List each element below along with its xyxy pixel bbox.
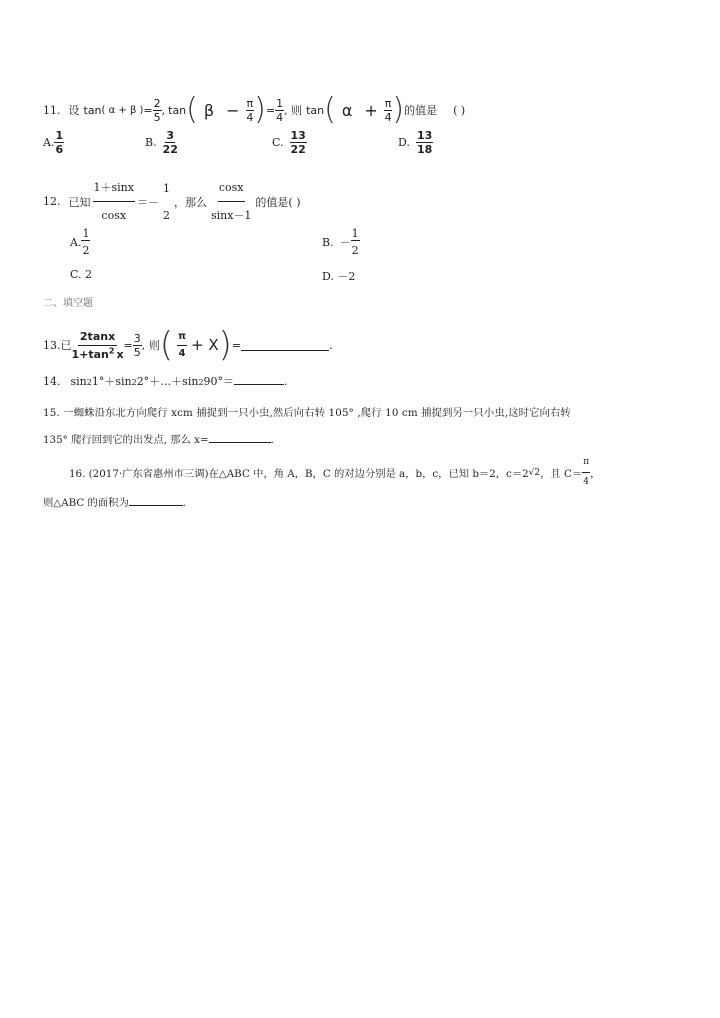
q11-pi-over-4-a — [246, 98, 255, 123]
question-13 — [43, 325, 333, 365]
q12-frac2-num: 1 — [162, 181, 170, 195]
q13-tail-eq: = — [231, 338, 242, 352]
q16-comma: ， — [590, 468, 601, 480]
q12-option-a-num: 1 — [82, 227, 90, 240]
question-15-line-1 — [43, 404, 571, 419]
q11-pi-over-4-b — [384, 98, 393, 123]
q16-sqrt: √2 — [528, 467, 541, 478]
q13-den-tail: x — [116, 347, 124, 361]
question-16-line-2 — [43, 494, 186, 509]
q13-then: , 则 — [141, 339, 160, 352]
q11-option-c-label: C. — [272, 136, 284, 149]
q11-beta: β — [203, 100, 215, 120]
q13-frac-num: 2tanx — [78, 331, 117, 346]
q11-option-d-num: 13 — [416, 129, 433, 142]
q16-frac-den: 4 — [583, 477, 590, 487]
q11-pi-den: 4 — [246, 110, 254, 124]
q13-answer-blank[interactable] — [241, 340, 329, 351]
q15-line-1-text: 15. 一蜘蛛沿东北方向爬行 xcm 捕捉到一只小虫,然后向右转 105° ,爬行 10 cm 捕捉到另一只小虫,这时它向右转 — [43, 407, 571, 419]
section-title — [43, 294, 93, 309]
q15-answer-blank[interactable] — [209, 432, 271, 443]
q11-option-d-label: D. — [398, 136, 410, 149]
q11-option-d — [398, 130, 433, 155]
q11-eq: = — [143, 103, 153, 117]
q12-option-b — [322, 228, 360, 256]
q11-value2 — [275, 98, 284, 123]
q12-option-c-text: C. 2 — [70, 268, 93, 281]
q13-value — [133, 333, 142, 358]
q11-answer-paren: ( ) — [453, 103, 466, 117]
q12-option-d — [322, 268, 355, 284]
q11-option-a-label: A. — [43, 136, 55, 149]
q13-left-paren: ( — [159, 325, 174, 365]
q11-arg1: ( α + β ) — [101, 104, 144, 116]
q13-inner-num: π — [177, 332, 187, 346]
q11-value1 — [153, 98, 162, 123]
q11-option-c-num: 13 — [290, 129, 306, 142]
q12-frac1 — [93, 182, 135, 221]
q13-inner-den: 4 — [178, 347, 186, 359]
q11-option-a-value — [54, 130, 64, 155]
q13-inner-frac — [177, 332, 187, 359]
q14-term-2: 1°＋sin — [91, 375, 132, 388]
q16-line-1-text: 16. (2017·广东省惠州市三调)在△ABC 中，角 A，B，C 的对边分别是 a，b，c，已知 b＝2，c＝2 — [69, 468, 529, 480]
q13-frac-den — [72, 346, 124, 360]
q14-answer-blank[interactable] — [234, 374, 284, 385]
q12-frac2-den: 2 — [162, 208, 170, 222]
q14-number: 14. — [43, 375, 61, 388]
q14-term-4: 90°＝ — [203, 375, 235, 388]
q16-line-2-text: 则△ABC 的面积为 — [43, 497, 129, 509]
q12-tail: 的值是( ) — [255, 195, 301, 209]
q12-option-b-value — [351, 228, 360, 256]
q13-value-den: 5 — [133, 345, 141, 359]
q13-eq: = — [123, 338, 133, 352]
q11-option-b — [145, 130, 178, 155]
section-title-text: 二、填空题 — [43, 298, 93, 309]
q11-alpha: α — [341, 100, 353, 120]
q16-end: . — [182, 497, 187, 509]
q15-line-2-text: 135° 爬行回到它的出发点, 那么 x= — [43, 434, 209, 446]
q11-value1-num: 2 — [153, 96, 161, 110]
q12-mid: ，那么 — [173, 195, 207, 209]
q11-option-a — [43, 130, 64, 155]
q11-tan1: tan — [83, 103, 102, 117]
q12-option-b-den: 2 — [351, 244, 359, 257]
q12-frac3-num: cosx — [218, 182, 245, 202]
q11-option-c — [272, 130, 307, 155]
q13-frac-main — [72, 331, 124, 360]
question-14: 14. sin 2 1°＋sin 2 2°＋…＋sin 2 90°＝ . — [43, 375, 288, 388]
q11-plus: + — [364, 100, 378, 120]
q14-term-3: 2°＋…＋sin — [136, 375, 199, 388]
q11-right-paren-2: ) — [392, 92, 405, 127]
q11-right-paren-1: ) — [254, 92, 266, 127]
q11-option-c-den: 22 — [290, 143, 306, 156]
q14-term-1: sin — [70, 375, 87, 388]
q12-frac3-den: sinx－1 — [210, 209, 252, 222]
q16-mid: ，且 C＝ — [540, 468, 583, 480]
q11-value2-num: 1 — [276, 96, 284, 110]
q11-left-paren-2: ( — [324, 92, 336, 127]
q12-frac3 — [211, 182, 251, 221]
q12-option-a-den: 2 — [82, 244, 90, 257]
q16-answer-blank[interactable] — [129, 495, 183, 506]
q14-end: . — [284, 375, 288, 388]
q13-den-base: 1+tan — [71, 347, 109, 361]
question-16-line-1 — [69, 458, 600, 487]
q11-tan3: tan — [306, 103, 325, 117]
q12-number: 12. — [43, 195, 61, 208]
q12-option-d-text: D. －2 — [322, 270, 356, 283]
q12-option-b-label: B. — [322, 235, 334, 249]
q12-option-a — [70, 228, 90, 256]
q11-pi2-den: 4 — [384, 110, 392, 124]
q12-lead: 已知 — [68, 195, 91, 209]
q12-frac1-den: cosx — [101, 209, 127, 222]
q11-sep: , — [161, 103, 166, 117]
q16-frac — [582, 458, 590, 487]
q12-eq: ＝－ — [136, 195, 159, 209]
q11-option-d-value — [416, 130, 433, 155]
q12-option-b-num: 1 — [351, 227, 359, 240]
question-11 — [43, 92, 465, 128]
q11-value2-den: 4 — [276, 110, 284, 124]
q12-option-a-value — [81, 228, 90, 256]
q16-frac-num: π — [582, 458, 590, 473]
q12-option-b-sign: － — [339, 236, 351, 249]
q13-value-num: 3 — [133, 331, 141, 345]
question-12 — [43, 182, 301, 221]
q11-then: , 则 — [284, 104, 303, 117]
q11-value1-den: 5 — [153, 110, 161, 124]
q11-number: 11. — [43, 103, 61, 117]
q13-den-sup: 2 — [108, 345, 115, 355]
q13-end: . — [329, 338, 333, 352]
q11-left-paren-1: ( — [186, 92, 198, 127]
q11-option-a-num: 1 — [55, 129, 64, 142]
q13-right-paren: ) — [218, 325, 232, 365]
q11-minus: − — [226, 100, 240, 120]
q12-option-c — [70, 268, 92, 281]
q13-plus-x: + X — [190, 336, 219, 354]
q13-lead: 已 — [60, 339, 72, 352]
q11-lead: 设 — [68, 104, 80, 117]
q11-option-a-den: 6 — [55, 143, 64, 156]
q11-option-b-num: 3 — [166, 129, 175, 142]
q12-frac2 — [163, 183, 170, 221]
q13-number: 13. — [43, 338, 61, 352]
q15-end: . — [270, 434, 274, 446]
q11-option-b-den: 22 — [162, 143, 178, 156]
q12-frac1-num: 1＋sinx — [93, 182, 135, 202]
q11-pi2-num: π — [384, 96, 392, 110]
q11-eq2: = — [265, 103, 276, 117]
q11-option-b-label: B. — [145, 136, 157, 149]
question-15-line-2 — [43, 431, 274, 446]
q11-option-b-value — [163, 130, 178, 155]
q11-tail: 的值是 — [404, 104, 438, 117]
q11-option-d-den: 18 — [416, 143, 433, 156]
q11-pi-num: π — [246, 96, 254, 110]
q12-option-a-label: A. — [70, 235, 82, 249]
q11-tan2: tan — [168, 103, 187, 117]
q11-option-c-value — [290, 130, 307, 155]
